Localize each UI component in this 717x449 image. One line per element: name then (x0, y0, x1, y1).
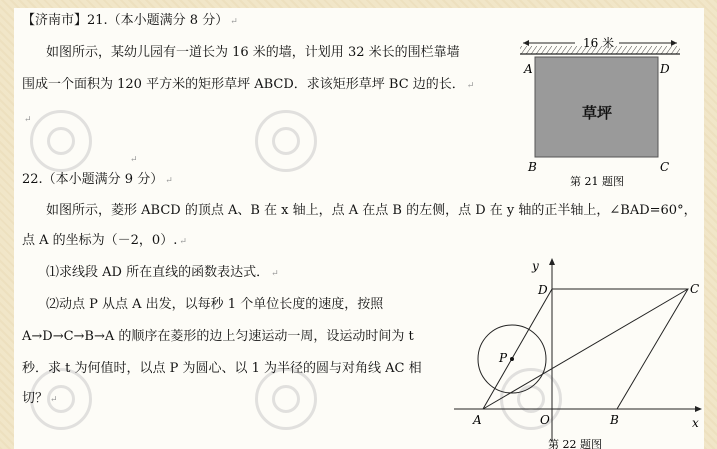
point-p (510, 357, 514, 361)
point-d-label: D (660, 62, 670, 76)
y-axis-arrow-icon (549, 258, 555, 265)
point-a-label: A (524, 62, 533, 76)
q22-part-2-line-2: A→D→C→B→A 的顺序在菱形的边上匀速运动一周，设运动时间为 t (22, 329, 414, 344)
q22-part-2-line-1: ⑵动点 P 从点 A 出发，以每秒 1 个单位长度的速度，按照 (46, 297, 384, 312)
arrow-left-icon (523, 40, 529, 46)
point-c-label: C (690, 282, 700, 296)
q21-header: 【济南市】21.（本小题满分 8 分） ↵ (22, 13, 238, 28)
q22-part-2-line-3: 秒．求 t 为何值时，以点 P 为圆心、以 1 为半径的圆与对角线 AC 相 (22, 361, 422, 376)
q21-text-line-1: 如图所示，某幼儿园有一道长为 16 米的墙，计划用 32 米长的围栏靠墙 (46, 45, 460, 60)
q21-text-line-2: 围成一个面积为 120 平方米的矩形草坪 ABCD．求该矩形草坪 BC 边的长． ↵ (22, 77, 475, 92)
x-axis-label: x (692, 416, 699, 430)
q22-text-line-2: 点 A 的坐标为（－2，0）. ↵ (22, 233, 187, 248)
q22-part-1: ⑴求线段 AD 所在直线的函数表达式． ↵ (46, 265, 279, 280)
watermark-logo (30, 110, 92, 172)
y-axis-label: y (532, 259, 539, 273)
point-b-label: B (610, 413, 619, 427)
wall-length-label: 16 米 (583, 36, 615, 50)
point-c-label: C (660, 160, 670, 174)
point-d-label: D (538, 283, 548, 297)
q22-header: 22.（本小题满分 9 分） ↵ (22, 172, 173, 187)
blank-line-mark: ↵ (24, 115, 32, 125)
point-p-label: P (499, 351, 508, 365)
watermark-logo (255, 110, 317, 172)
figure-22 (440, 252, 710, 449)
point-a-label: A (473, 413, 482, 427)
origin-label: O (540, 413, 550, 427)
figure-21-caption: 第 21 题图 (570, 175, 624, 188)
figure-21 (515, 34, 690, 192)
figure-22-caption: 第 22 题图 (548, 438, 602, 449)
q22-text-line-1: 如图所示，菱形 ABCD 的顶点 A、B 在 x 轴上，点 A 在点 B 的左侧，点 D 在 y 轴的正半轴上，∠BAD=60°， (46, 203, 697, 218)
q22-part-2-line-4: 切？ ↵ (22, 391, 58, 406)
blank-line-mark: ↵ (130, 155, 138, 165)
lawn-label: 草坪 (582, 104, 613, 122)
diagonal-ac (483, 289, 688, 409)
x-axis-arrow-icon (695, 406, 702, 412)
arrow-right-icon (671, 40, 677, 46)
point-b-label: B (528, 160, 537, 174)
